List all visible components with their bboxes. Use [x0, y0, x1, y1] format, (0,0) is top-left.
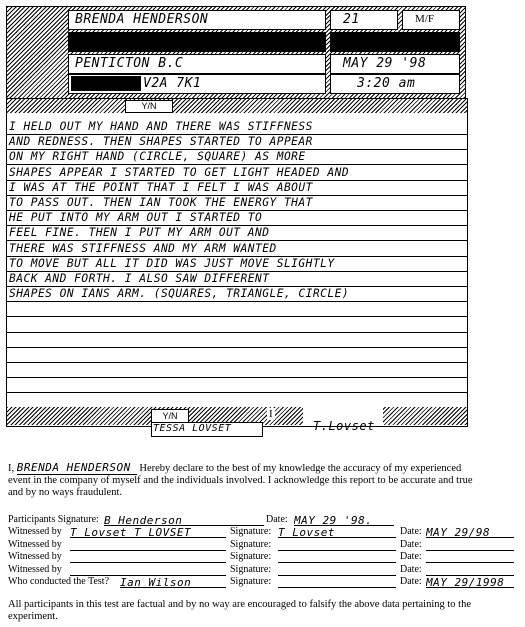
sex-box	[402, 10, 460, 30]
subject-name: BRENDA HENDERSON	[75, 12, 209, 27]
report-line: BACK AND FORTH. I ALSO SAW DIFFERENT	[7, 271, 467, 287]
witness-signature-label: Signature:	[230, 563, 272, 575]
report-line: I WAS AT THE POINT THAT I FELT I WAS ABOUT	[7, 180, 467, 196]
witness-label: Witnessed by	[8, 526, 62, 537]
conductor-label: Who conducted the Test?	[8, 576, 110, 587]
witness-date	[426, 539, 514, 551]
report-line	[7, 377, 467, 393]
experience-report	[6, 98, 468, 434]
subject-signature-bar	[7, 407, 467, 434]
report-line	[7, 301, 467, 317]
witness-signature	[278, 539, 396, 551]
report-line: TO MOVE BUT ALL IT DID WAS JUST MOVE SLIGHTLY	[7, 256, 467, 272]
report-line	[7, 332, 467, 348]
yn-checkbox: Y/N	[125, 100, 173, 113]
footer-disclaimer: All participants in this test are factual and by no way are encouraged to falsify the above data pertaining to the experiment.	[8, 599, 471, 622]
witness-date	[426, 564, 514, 576]
report-line	[7, 362, 467, 378]
witness-row	[8, 564, 518, 577]
conductor-name: Ian Wilson	[120, 576, 226, 588]
report-time: 3:20 am	[357, 76, 416, 91]
time-box	[330, 74, 460, 94]
redacted-phone	[330, 32, 460, 52]
conductor-signature-label: Signature:	[230, 576, 272, 587]
report-date: MAY 29 '98	[343, 56, 427, 71]
report-line: TO PASS OUT. THEN IAN TOOK THE ENERGY THAT	[7, 195, 467, 211]
declaration-prefix: I,	[8, 463, 15, 474]
witness-row	[8, 551, 518, 564]
witness-label: Witnessed by	[8, 538, 62, 550]
date-box	[330, 54, 460, 74]
declaration	[8, 462, 478, 499]
witness-signature-label: Signature:	[230, 526, 272, 537]
age-box	[330, 10, 398, 30]
report-line: THERE WAS STIFFNESS AND MY ARM WANTED	[7, 241, 467, 257]
witness-date	[426, 551, 514, 563]
report-header-bar	[7, 99, 467, 113]
postal-box	[68, 74, 326, 94]
subject-info-form	[6, 6, 464, 98]
participant-date-label: Date:	[266, 514, 288, 525]
redacted-address	[68, 32, 326, 52]
postal-redaction	[71, 76, 141, 91]
declarant-name: BRENDA HENDERSON	[17, 462, 137, 475]
witness-name: T Lovset T LOVSET	[70, 526, 226, 538]
witness-date-label: Date:	[400, 551, 422, 562]
name-box	[68, 10, 326, 30]
conductor-row	[8, 576, 518, 589]
witness-signature-label: Signature:	[230, 551, 272, 562]
subject-yn-checkbox: Y/N	[151, 409, 189, 423]
report-lines	[7, 119, 467, 409]
sex-label: M/F	[415, 13, 434, 25]
conductor-date: MAY 29/1998	[426, 576, 514, 588]
conductor-date-label: Date:	[400, 576, 422, 587]
report-line: SHAPES APPEAR I STARTED TO GET LIGHT HEADED AND	[7, 165, 467, 181]
witness-date-label: Date:	[400, 563, 422, 575]
report-line: HE PUT INTO MY ARM OUT I STARTED TO	[7, 210, 467, 226]
subject-signature: T.Lovset	[313, 419, 375, 433]
declaration-text: Hereby declare to the best of my knowledge the accuracy of my experienced event in the company of myself and the individuals involved. I acknowledge this report to be accurate and true and by no ways fraudulent.	[8, 463, 473, 498]
witness-row	[8, 526, 518, 539]
subject-mark: I	[269, 408, 273, 420]
report-line: SHAPES ON IANS ARM. (SQUARES, TRIANGLE, CIRCLE)	[7, 286, 467, 302]
subject-city: PENTICTON B.C	[75, 56, 184, 71]
witness-label: Witnessed by	[8, 563, 62, 575]
participant-date: MAY 29 '98.	[294, 514, 394, 526]
subject-printed-name: TESSA LOVSET	[153, 423, 232, 434]
report-line	[7, 347, 467, 363]
witness-date-label: Date:	[400, 526, 422, 537]
witness-label: Witnessed by	[8, 551, 62, 562]
report-line: ON MY RIGHT HAND (CIRCLE, SQUARE) AS MORE	[7, 149, 467, 165]
participant-label: Participants Signature:	[8, 514, 99, 525]
witness-date-label: Date:	[400, 538, 422, 550]
city-box	[68, 54, 326, 74]
participant-signature: B Henderson	[104, 514, 264, 526]
subject-age: 21	[343, 12, 360, 27]
report-line: AND REDNESS. THEN SHAPES STARTED TO APPEAR	[7, 134, 467, 150]
report-line: I HELD OUT MY HAND AND THERE WAS STIFFNESS	[7, 119, 467, 135]
witness-signature: T Lovset	[278, 526, 396, 538]
witness-name	[70, 539, 226, 551]
witness-row	[8, 539, 518, 552]
witness-date: MAY 29/98	[426, 526, 514, 538]
witness-name	[70, 564, 226, 576]
conductor-signature	[278, 576, 396, 588]
report-line	[7, 317, 467, 333]
witness-signature-label: Signature:	[230, 538, 272, 550]
witness-signature	[278, 564, 396, 576]
witness-signature	[278, 551, 396, 563]
report-line: FEEL FINE. THEN I PUT MY ARM OUT AND	[7, 225, 467, 241]
subject-postal: V2A 7K1	[143, 76, 202, 91]
witness-name	[70, 551, 226, 563]
